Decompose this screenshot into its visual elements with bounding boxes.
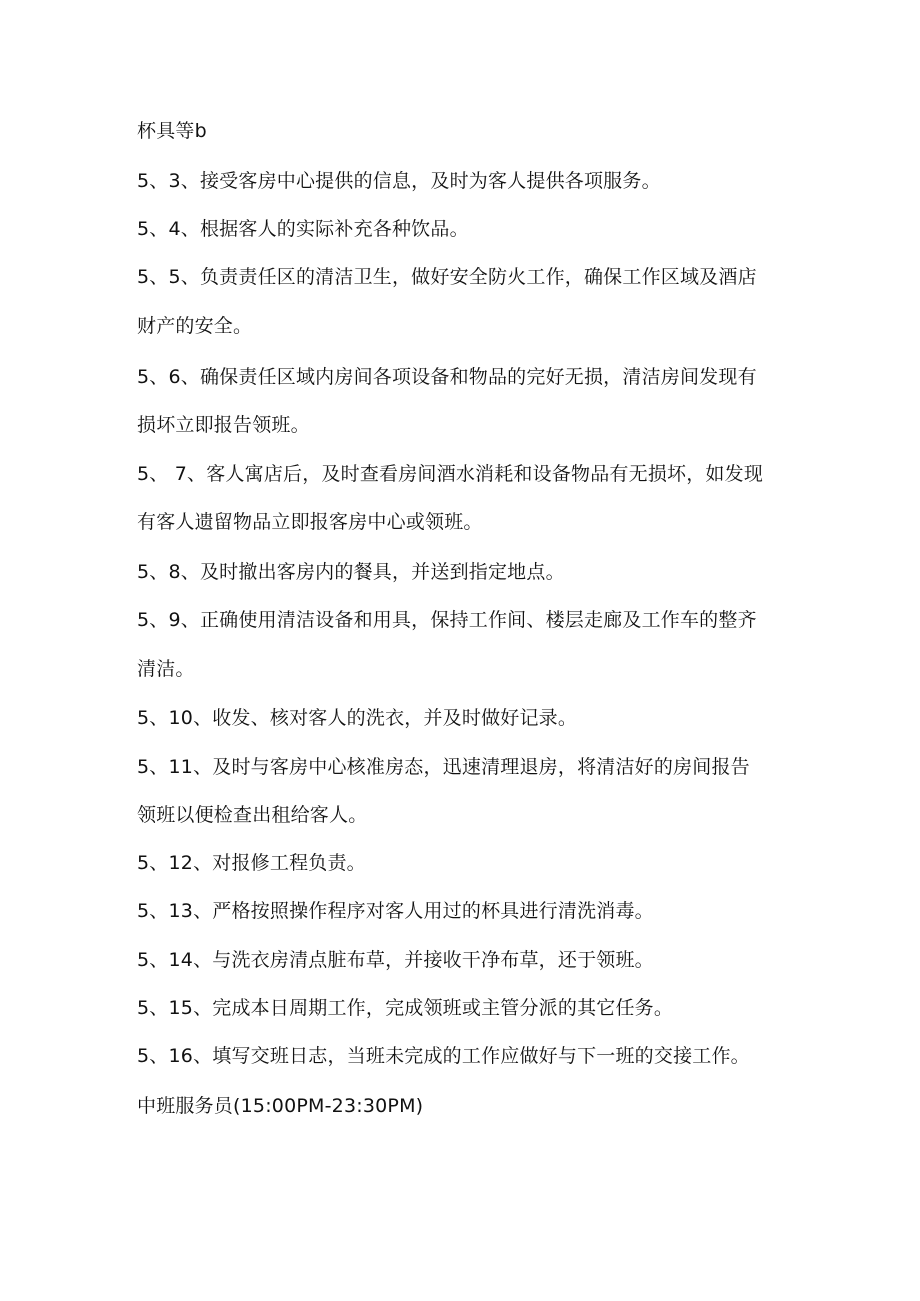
text-line: 5、10、收发、核对客人的洗衣，并及时做好记录。 xyxy=(137,707,578,729)
text-line: 中班服务员(15:00PM-23:30PM) xyxy=(137,1095,424,1117)
text-line: 5、8、及时撤出客房内的餐具，并送到指定地点。 xyxy=(137,561,565,583)
text-line: 5、15、完成本日周期工作，完成领班或主管分派的其它任务。 xyxy=(137,997,674,1019)
text-line: 5、3、接受客房中心提供的信息，及时为客人提供各项服务。 xyxy=(137,170,661,192)
text-line: 5、14、与洗衣房清点脏布草，并接收干净布草，还于领班。 xyxy=(137,949,654,971)
text-line: 5、9、正确使用清洁设备和用具，保持工作间、楼层走廊及工作车的整齐 xyxy=(137,609,757,631)
text-line: 领班以便检查出租给客人。 xyxy=(137,804,368,826)
text-line: 5、6、确保责任区域内房间各项设备和物品的完好无损，清洁房间发现有 xyxy=(137,366,757,388)
text-line: 5、16、填写交班日志，当班未完成的工作应做好与下一班的交接工作。 xyxy=(137,1045,750,1067)
text-line: 杯具等b xyxy=(137,120,207,142)
text-line: 5、 7、客人寓店后，及时查看房间酒水消耗和设备物品有无损坏，如发现 xyxy=(137,463,764,485)
text-line: 5、5、负责责任区的清洁卫生，做好安全防火工作，确保工作区域及酒店 xyxy=(137,266,757,288)
text-line: 5、13、严格按照操作程序对客人用过的杯具进行清洗消毒。 xyxy=(137,900,654,922)
text-line: 5、4、根据客人的实际补充各种饮品。 xyxy=(137,218,469,240)
text-line: 损坏立即报告领班。 xyxy=(137,414,310,436)
text-line: 财产的安全。 xyxy=(137,315,253,337)
text-line: 清洁。 xyxy=(137,658,195,680)
text-line: 5、11、及时与客房中心核准房态，迅速清理退房，将清洁好的房间报告 xyxy=(137,756,750,778)
text-line: 有客人遗留物品立即报客房中心或领班。 xyxy=(137,511,483,533)
text-line: 5、12、对报修工程负责。 xyxy=(137,852,366,874)
